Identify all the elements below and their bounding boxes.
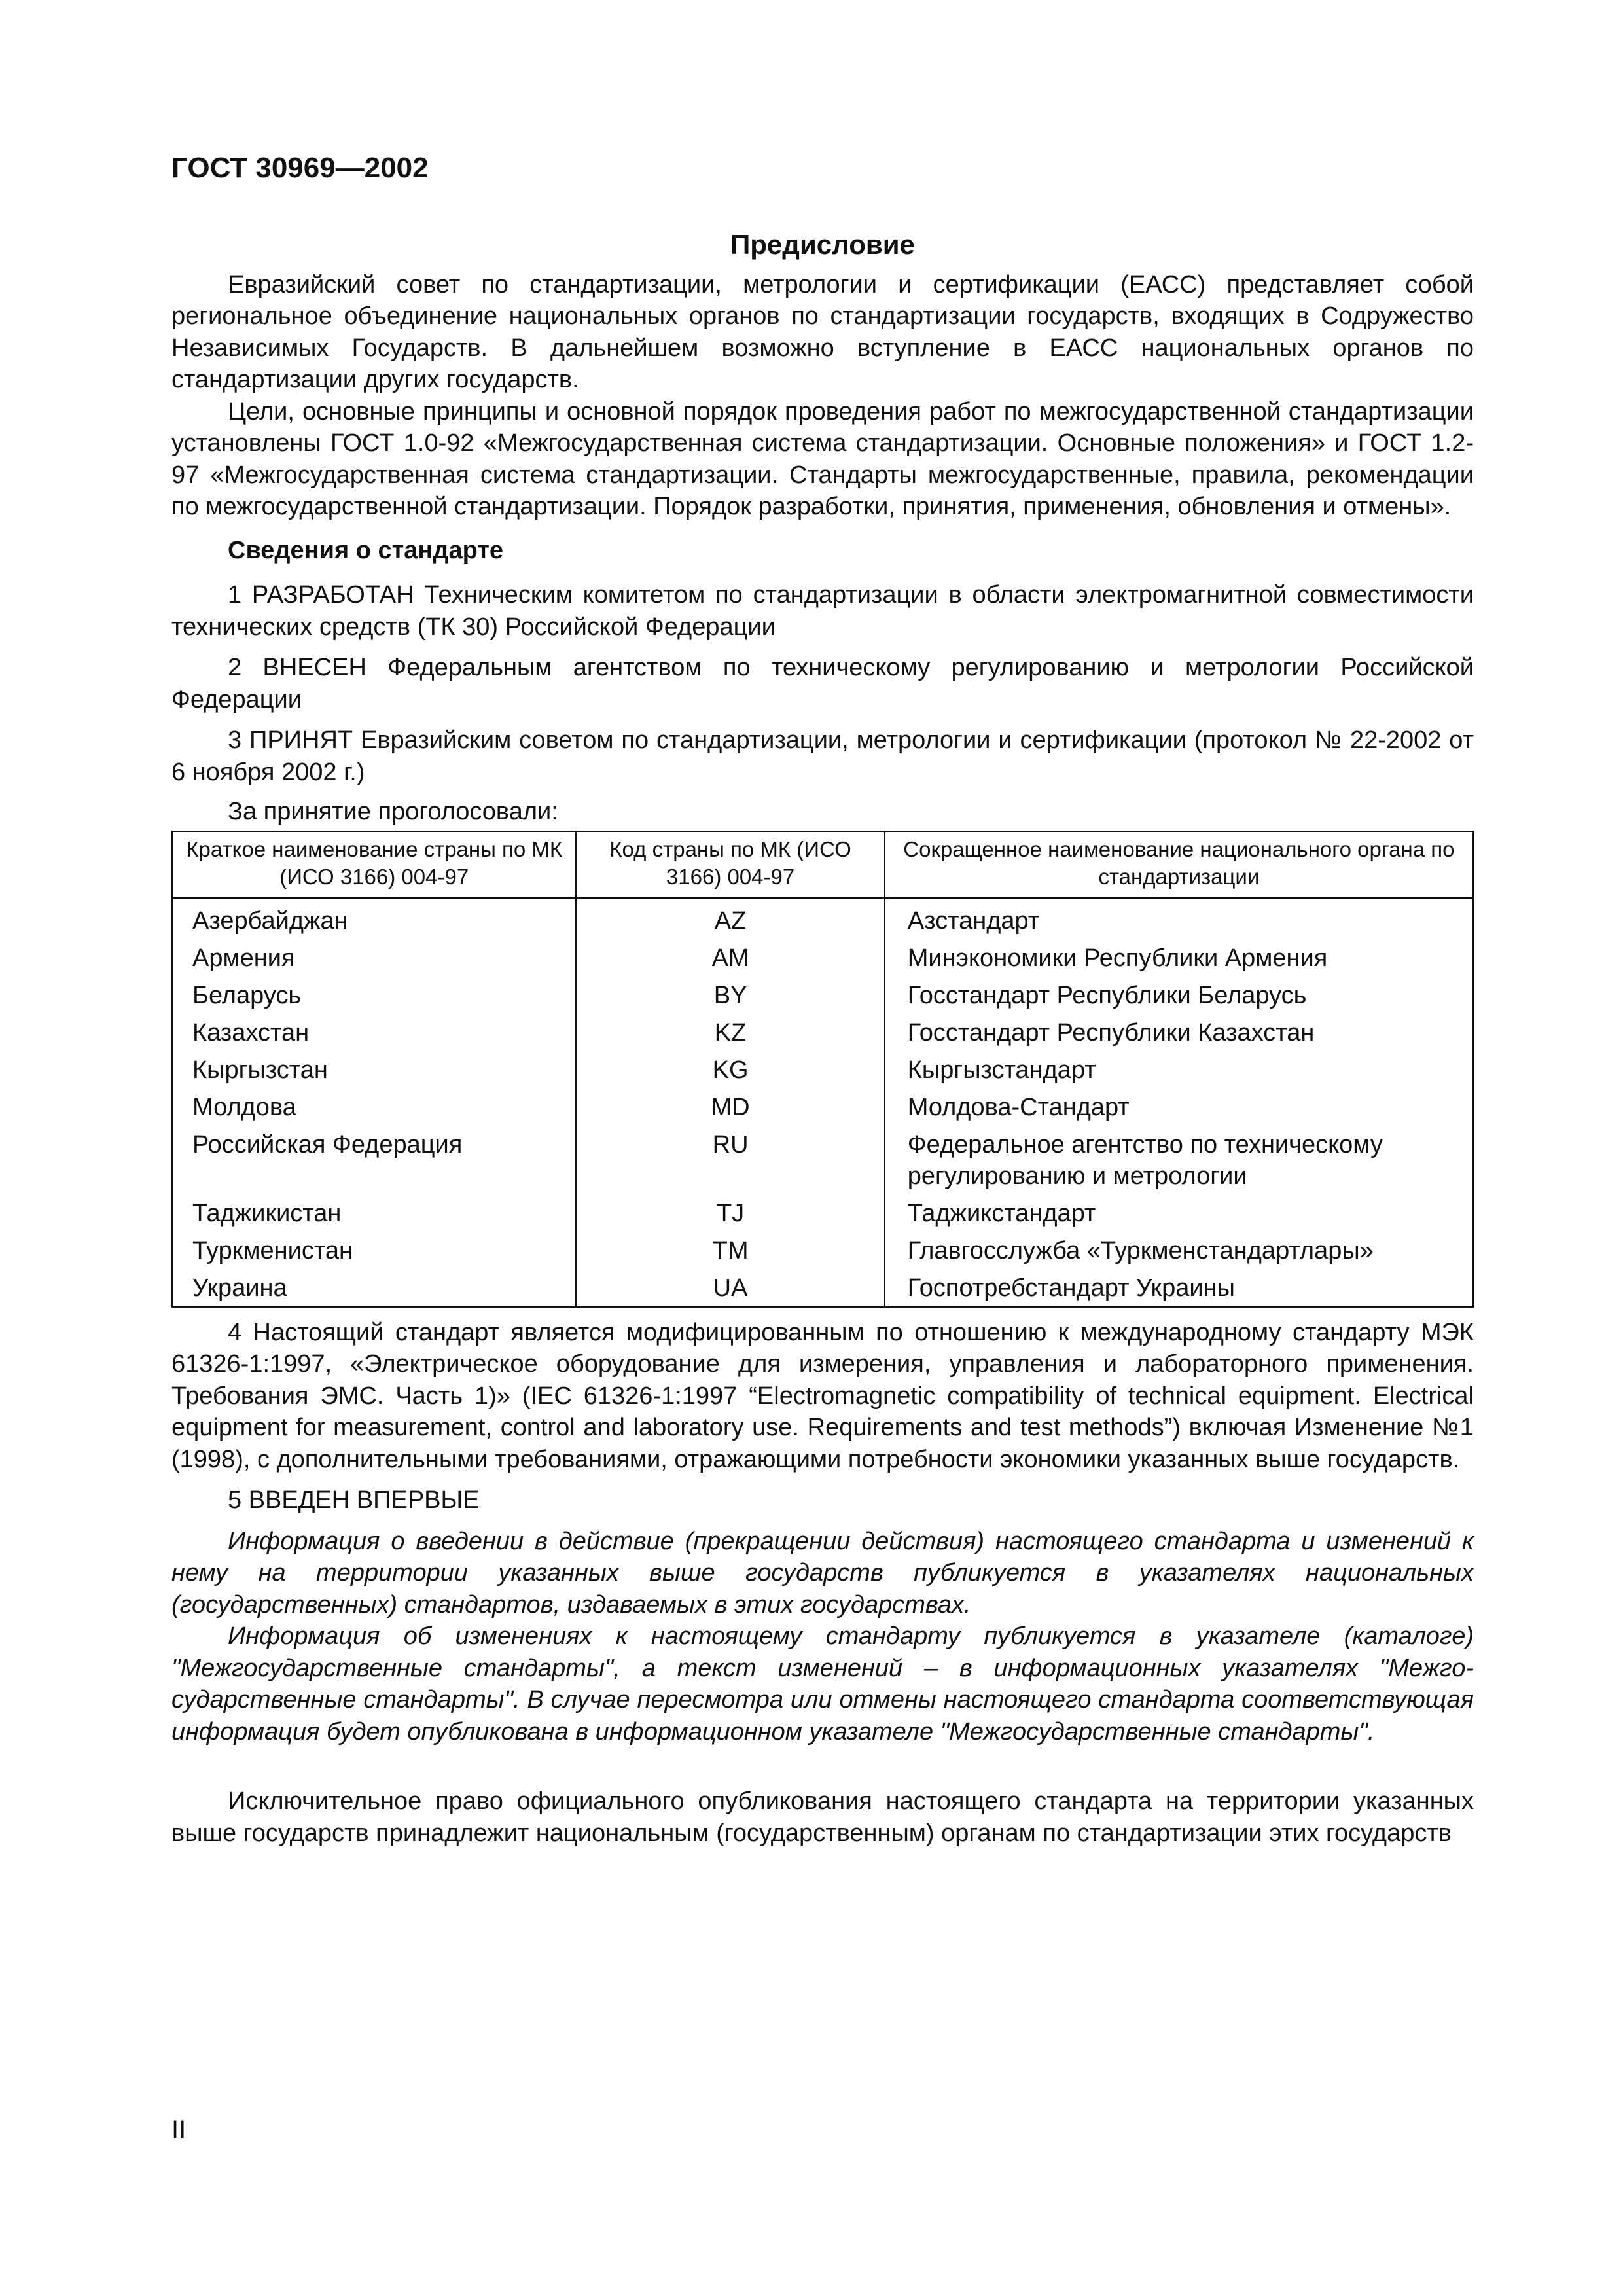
code-cell: KG [576,1053,884,1090]
info-item-1: 1 РАЗРАБОТАН Техническим комитетом по стандартизации в области электромагнитной совместимости технических средств (ТК 30) Российской Федерации [171,581,1474,641]
table-row [172,1234,1473,1271]
info-item-2: 2 ВНЕСЕН Федеральным агентством по техническому регулированию и метрологии Российской Федерации [171,654,1474,713]
standards-body-cell: Госстандарт Республики Беларусь [885,978,1473,1016]
table-row [172,1053,1473,1090]
country-cell: Российская Федерация [172,1128,576,1196]
standards-body-cell: Минэкономики Республики Армения [885,941,1473,978]
table-row [172,1128,1473,1196]
code-cell: TJ [576,1196,884,1234]
standards-body-cell: Госпотребстандарт Украины [885,1271,1473,1307]
document-id: ГОСТ 30969—2002 [171,152,429,184]
country-cell: Казахстан [172,1016,576,1053]
standards-body-cell: Таджикстандарт [885,1196,1473,1234]
standards-body-cell: Главгосслужба «Туркменстандартлары» [885,1234,1473,1271]
table-header-row [172,831,1473,898]
header-standards-body: Сокращенное наименование национального органа по стандартизации [885,831,1473,898]
country-cell: Азербайджан [172,898,576,941]
standards-body-cell: Кыргызстандарт [885,1053,1473,1090]
page-content [171,229,1474,1849]
code-cell: TM [576,1234,884,1271]
vote-label: За принятие проголосовали: [228,798,558,825]
country-cell: Кыргызстан [172,1053,576,1090]
code-cell: KZ [576,1016,884,1053]
code-cell: AZ [576,898,884,941]
table-row [172,978,1473,1016]
country-cell: Таджикистан [172,1196,576,1234]
country-cell: Беларусь [172,978,576,1016]
table-row [172,1016,1473,1053]
table-row [172,1271,1473,1307]
exclusive-rights-note: Исключительное право официального опубликования настоящего стандарта на территории указанных выше государств принадлежит национальным (государственным) органам по стандартизации этих государств [171,1787,1474,1847]
standards-body-cell: Молдова-Стандарт [885,1090,1473,1128]
country-cell: Украина [172,1271,576,1307]
table-row [172,1090,1473,1128]
info-item-5: 5 ВВЕДЕН ВПЕРВЫЕ [228,1486,480,1514]
table-row [172,898,1473,941]
page-number: II [171,2115,187,2144]
standards-body-cell: Азстандарт [885,898,1473,941]
header-country-name: Краткое наименование страны по МК (ИСО 3166) 004-97 [172,831,576,898]
table-row [172,1196,1473,1234]
voting-table-body [172,898,1473,1307]
preface-paragraph-1: Евразийский совет по стандартизации, метрологии и сертификации (ЕАСС) представляет собой региональное объединение национальных органов по стандартизации государств, входящих в Содружество Независимых Государств. В дальнейшем возможно вступление в ЕАСС национальных органов по стандартизации других государств. [171,270,1474,393]
standards-body-cell: Госстандарт Республики Казахстан [885,1016,1473,1053]
info-item-3: 3 ПРИНЯТ Евразийским советом по стандартизации, метрологии и сертификации (протокол № 22-2002 от 6 ноября 2002 г.) [171,726,1474,786]
preface-paragraph-2: Цели, основные принципы и основной порядок проведения работ по межгосударственной стандартизации установлены ГОСТ 1.0-92 «Межгосударственная система стандартизации. Основные положения» и ГОСТ 1.2-97 «Межгосударственная система стандартизации. Стандарты межгосударственные, правила, рекомендации по межгосударственной стандартизации. Порядок разработки, принятия, применения, обновления и отмены». [171,397,1474,520]
info-item-4: 4 Настоящий стандарт является модифицированным по отношению к международному стандарту МЭК 61326-1:1997, «Электрическое оборудование для измерения, управления и лабораторного применения. Требования ЭМС. Часть 1)» (IEC 61326-1:1997 “Electromagnetic compatibility of technical equipment. Electrical equipment for measurement, control and laboratory use. Requirements and test methods”) включая Изменение №1 (1998), с дополнительными требованиями, отражающими потребности экономики указанных выше государств. [171,1318,1474,1473]
standard-info-title: Сведения о стандарте [228,536,504,564]
code-cell: UA [576,1271,884,1307]
code-cell: RU [576,1128,884,1196]
header-country-code: Код страны по МК (ИСО 3166) 004-97 [576,831,884,898]
standards-body-cell: Федеральное агентство по техническому регулированию и метрологии [885,1128,1473,1196]
code-cell: MD [576,1090,884,1128]
country-cell: Туркменистан [172,1234,576,1271]
code-cell: AM [576,941,884,978]
code-cell: BY [576,978,884,1016]
country-cell: Молдова [172,1090,576,1128]
italic-note-2: Информация об изменениях к настоящему стандарту публикуется в указателе (каталоге) "Межгосударственные стандарты", а текст изменений – в информационных указателях "Межгосударственные стандарты". В случае пересмотра или отмены настоящего стандарта соответствующая информация будет опубликована в информационном указателе "Межгосударственные стандарты". [171,1623,1474,1746]
table-row [172,941,1473,978]
italic-note-1: Информация о введении в действие (прекращении действия) настоящего стандарта и изменений к нему на территории указанных выше государств публикуется в указателях национальных (государственных) стандартов, издаваемых в этих государствах. [171,1527,1474,1619]
voting-table [171,831,1474,1308]
preface-title: Предисловие [730,229,915,260]
country-cell: Армения [172,941,576,978]
